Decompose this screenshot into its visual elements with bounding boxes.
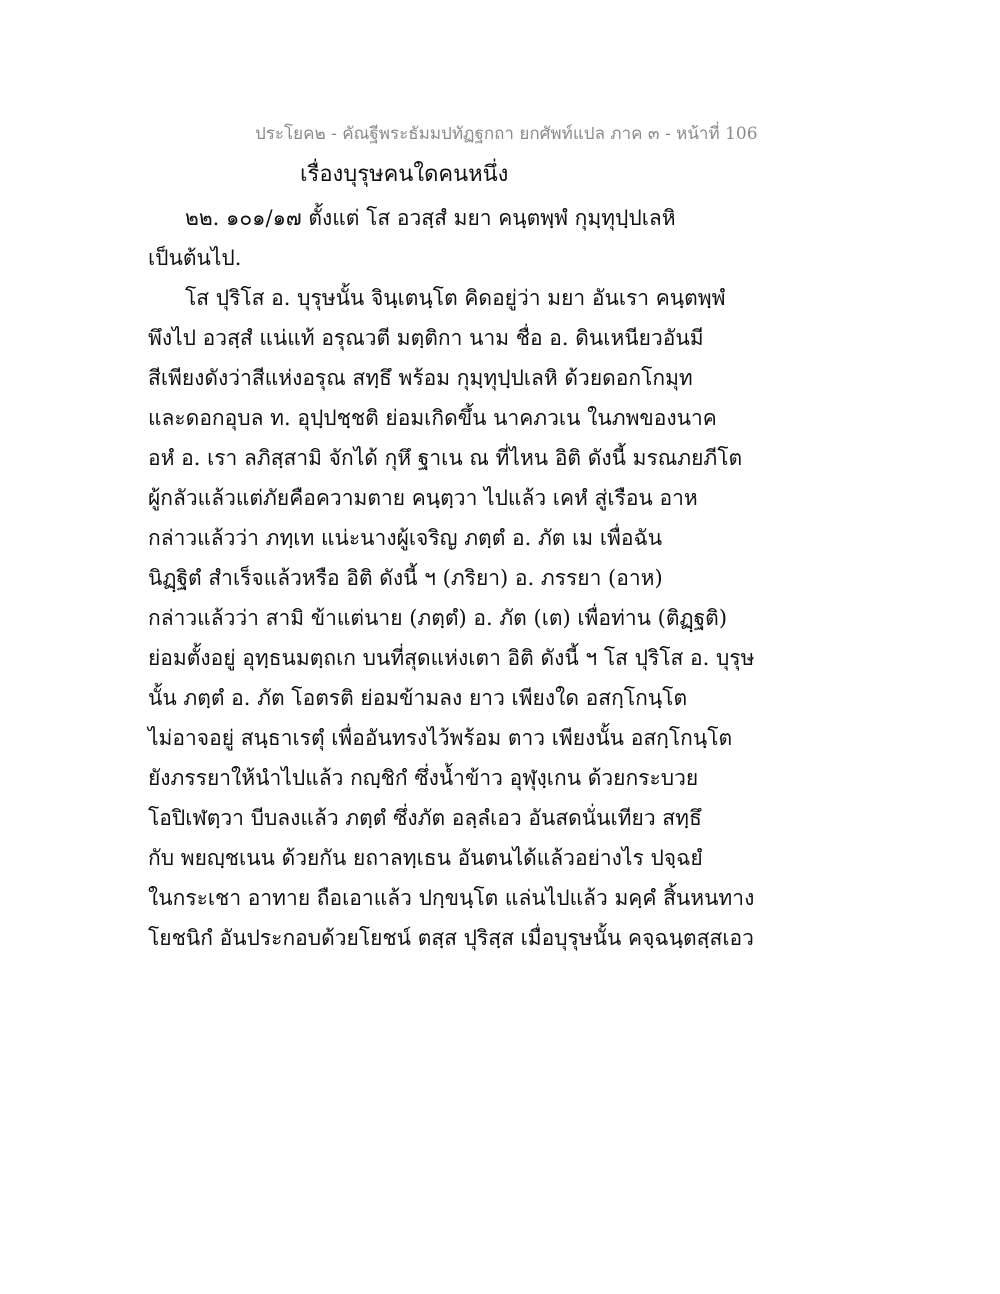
text-line: ยังภรรยาให้นำไปแล้ว กญฺชิกํ ซึ่งน้ำข้าว อุฬุงฺเกน ด้วยกระบวย — [148, 766, 699, 790]
text-line: นิฏฺฐิตํ สำเร็จแล้วหรือ อิติ ดังนี้ ฯ (ภริยา) อ. ภรรยา (อาห) — [148, 566, 663, 590]
text-line: ผู้กลัวแล้วแต่ภัยคือความตาย คนฺตฺวา ไปแล้ว เคหํ สู่เรือน อาห — [148, 486, 698, 510]
text-line: โส ปุริโส อ. บุรุษนั้น จินฺเตนฺโต คิดอยู่ว่า มยา อันเรา คนฺตพฺพํ — [185, 286, 726, 310]
story-title: เรื่องบุรุษคนใดคนหนึ่ง — [300, 162, 509, 187]
text-line: ๒๒. ๑๐๑/๑๗ ตั้งแต่ โส อวสฺสํ มยา คนฺตพฺพํ กุมฺทุปฺปเลหิ — [185, 206, 676, 230]
text-line: กล่าวแล้วว่า ภทฺเท แน่ะนางผู้เจริญ ภตฺตํ อ. ภัต เม เพื่อฉัน — [148, 526, 663, 550]
text-line: นั้น ภตฺตํ อ. ภัต โอตรติ ย่อมข้ามลง ยาว เพียงใด อสกฺโกนฺโต — [148, 686, 688, 710]
text-line: และดอกอุบล ท. อุปฺปชฺชติ ย่อมเกิดขึ้น นาคภวเน ในภพของนาค — [148, 406, 717, 430]
text-line: เป็นต้นไป. — [148, 246, 242, 270]
text-line: โยชนิกํ อันประกอบด้วยโยชน์ ตสฺส ปุริสฺส เมื่อบุรุษนั้น คจฺฉนฺตสฺสเอว — [148, 926, 754, 950]
text-line: อหํ อ. เรา ลภิสฺสามิ จักได้ กุหึ ฐาเน ณ ที่ไหน อิติ ดังนี้ มรณภยภีโต — [148, 446, 743, 470]
text-line: สีเพียงดังว่าสีแห่งอรุณ สทฺธึ พร้อม กุมฺทุปฺปเลหิ ด้วยดอกโกมุท — [148, 366, 693, 390]
text-line: โอปิเฬตฺวา บีบลงแล้ว ภตฺตํ ซึ่งภัต อลฺลํเอว อันสดนั่นเทียว สทฺธึ — [148, 806, 702, 830]
text-line: ในกระเชา อาทาย ถือเอาแล้ว ปกฺขนฺโต แล่นไปแล้ว มคฺคํ สิ้นหนทาง — [148, 886, 755, 910]
text-line: กล่าวแล้วว่า สามิ ข้าแต่นาย (ภตฺตํ) อ. ภัต (เต) เพื่อท่าน (ติฏฺฐติ) — [148, 606, 728, 630]
text-line: ย่อมตั้งอยู่ อุทฺธนมตฺถเก บนที่สุดแห่งเตา อิติ ดังนี้ ฯ โส ปุริโส อ. บุรุษ — [148, 646, 755, 670]
text-line: ไม่อาจอยู่ สนฺธาเรตุํ เพื่ออันทรงไว้พร้อม ตาว เพียงนั้น อสกฺโกนฺโต — [148, 726, 733, 750]
text-line: กับ พยญฺชเนน ด้วยกัน ยถาลทฺเธน อันตนได้แล้วอย่างไร ปจฺฉยํ — [148, 846, 703, 870]
text-line: พึงไป อวสฺสํ แน่แท้ อรุณวตี มตฺติกา นาม ชื่อ อ. ดินเหนียวอันมี — [148, 326, 704, 350]
running-header: ประโยค๒ - คัณฐีพระธัมมปทัฏฐกถา ยกศัพท์แปล ภาค ๓ - หน้าที่ 106 — [255, 124, 758, 144]
